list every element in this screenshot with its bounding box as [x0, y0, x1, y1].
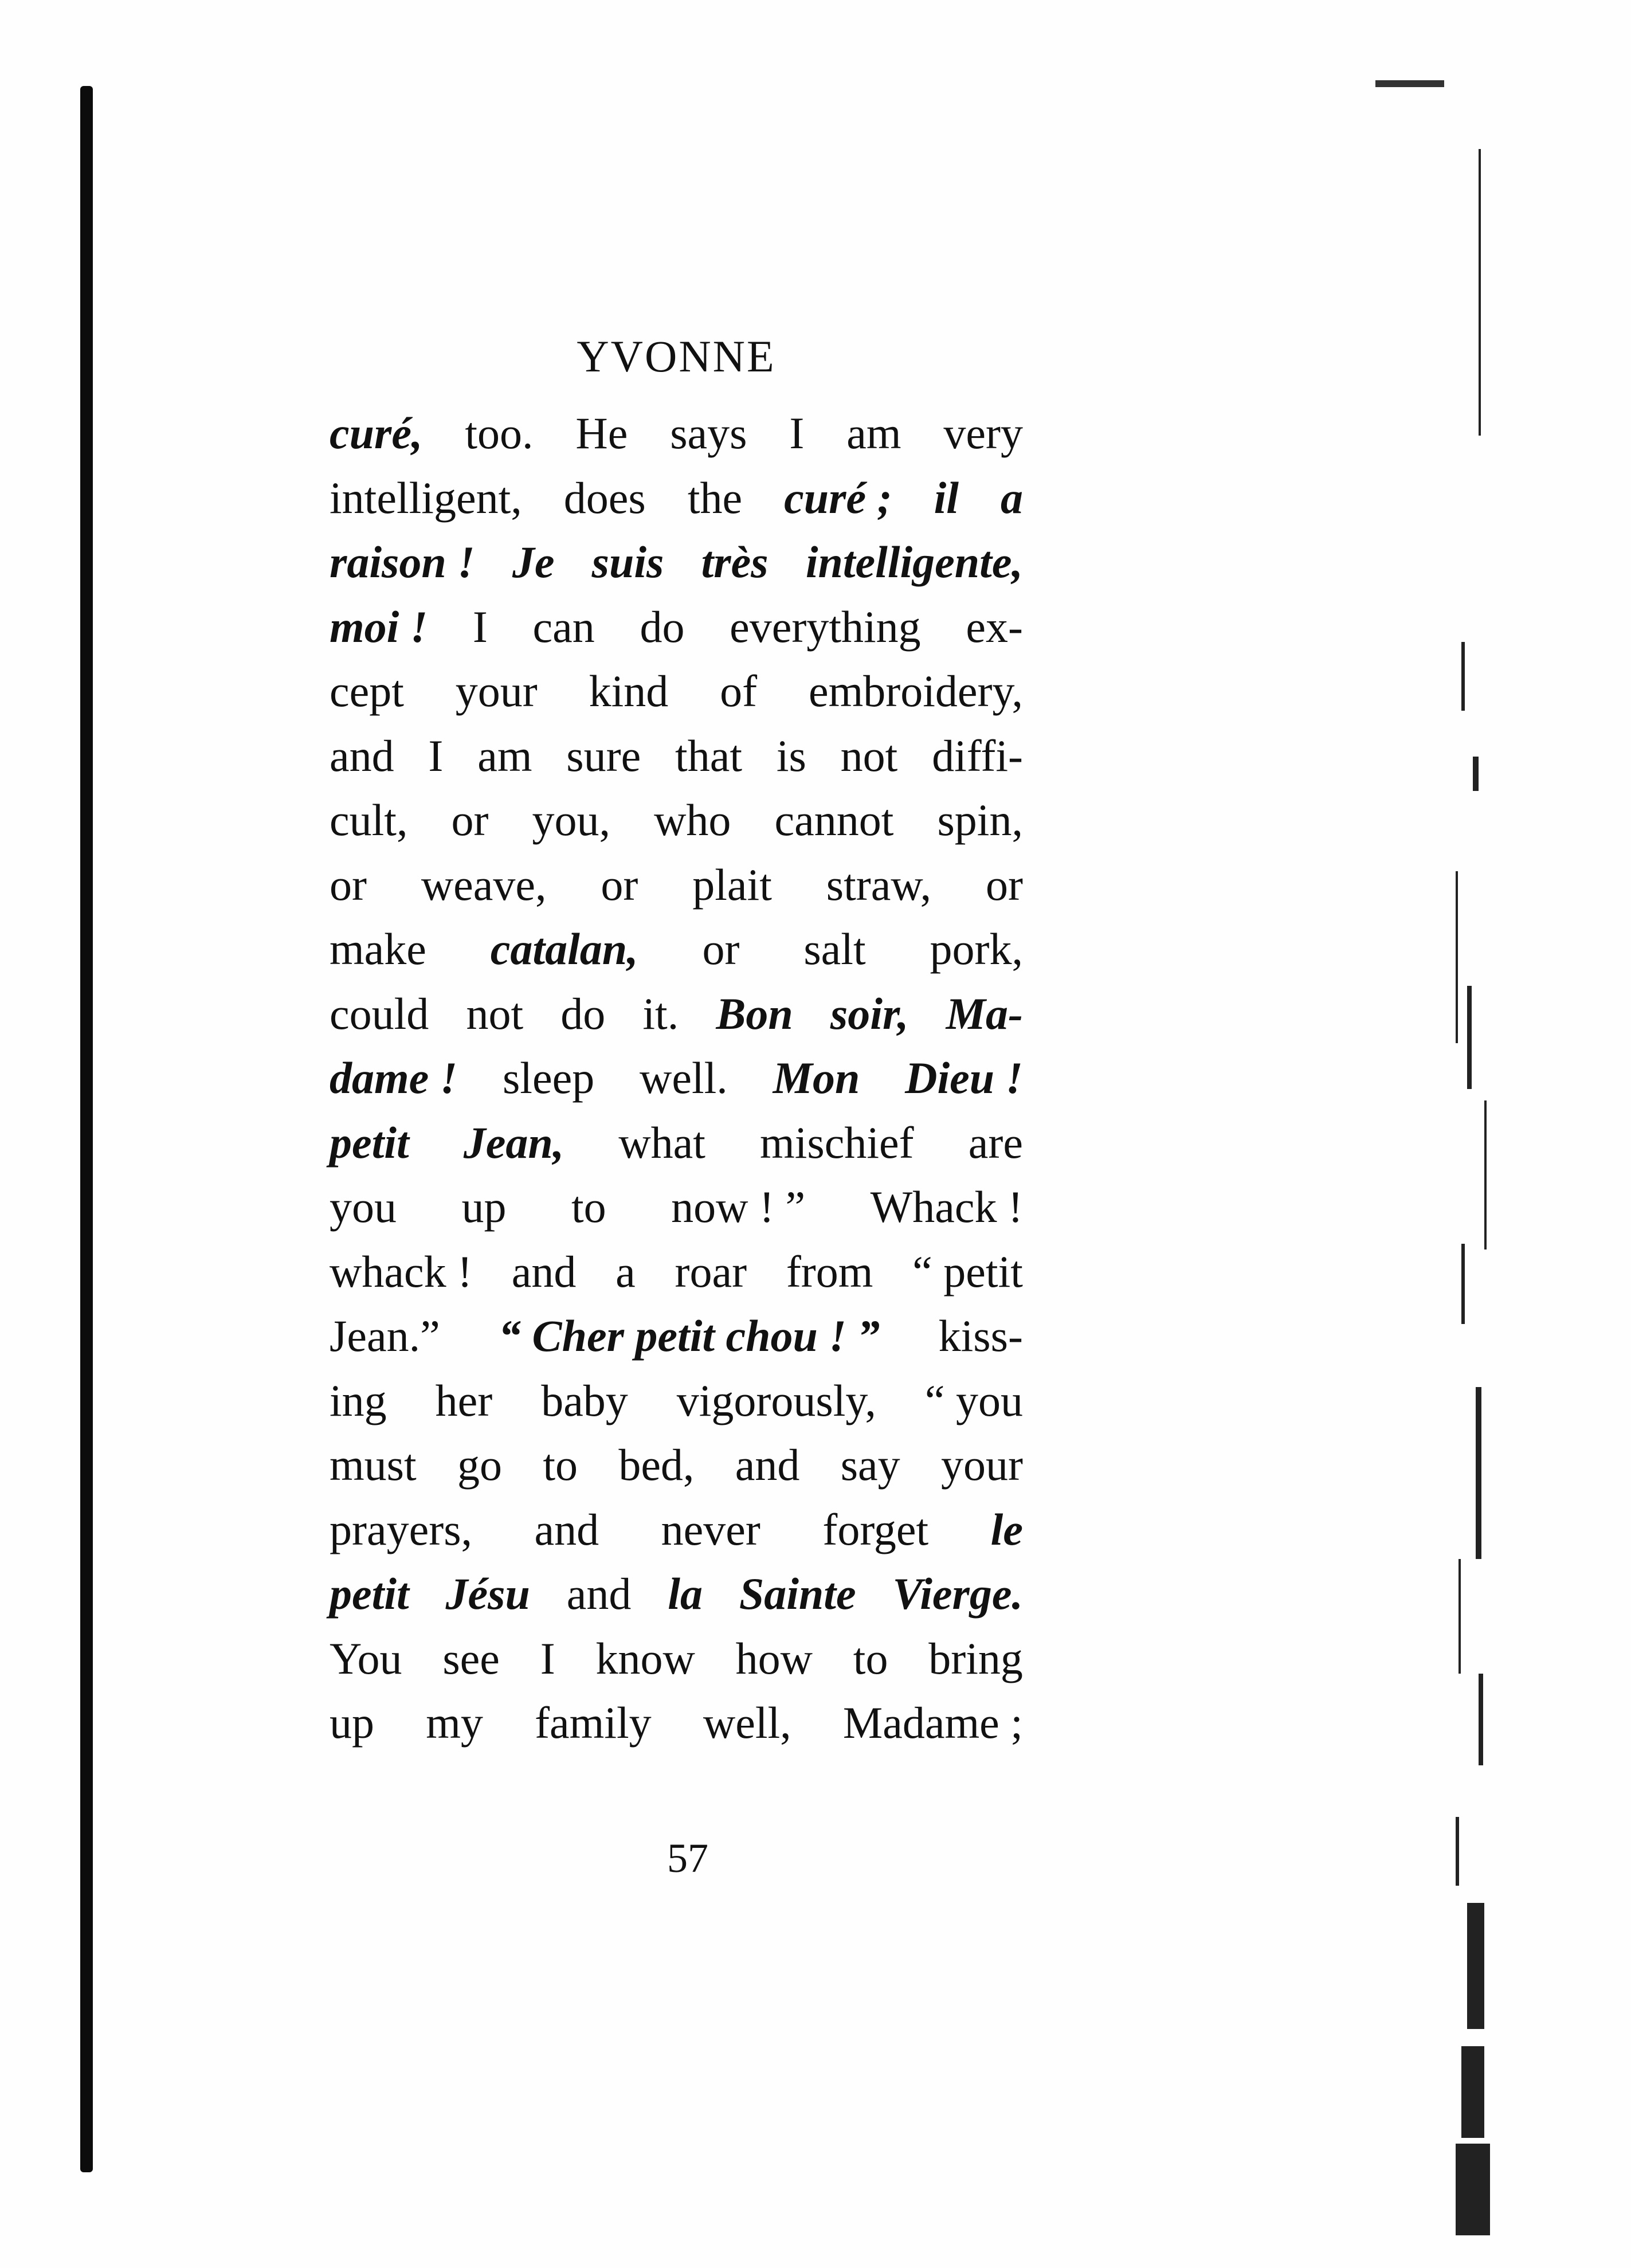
- word: well.: [640, 1053, 728, 1103]
- word: diffi-: [932, 730, 1023, 781]
- word: bring: [928, 1633, 1023, 1683]
- word: curé ;: [784, 472, 892, 523]
- word: what: [618, 1117, 705, 1168]
- word: very: [943, 408, 1023, 458]
- scan-noise-band: [1461, 1244, 1465, 1324]
- word: weave,: [421, 859, 547, 910]
- word: do: [560, 988, 606, 1039]
- word: my: [426, 1698, 483, 1748]
- text-line: [330, 1433, 1023, 1498]
- word: that: [675, 730, 743, 781]
- scan-noise-band: [1467, 1903, 1484, 2029]
- word: petit: [330, 1117, 409, 1168]
- word: “ you: [924, 1375, 1023, 1425]
- word: kiss-: [938, 1311, 1023, 1361]
- word: and: [511, 1246, 577, 1296]
- word: and: [735, 1440, 800, 1490]
- edge-scan-noise: [1444, 126, 1524, 2247]
- word: or: [330, 859, 367, 910]
- text-line: [330, 982, 1023, 1047]
- text-line: [330, 1369, 1023, 1433]
- text-line: [330, 1691, 1023, 1756]
- word: roar: [675, 1246, 747, 1296]
- word: of: [720, 666, 758, 716]
- word: to: [543, 1440, 578, 1490]
- text-line: [330, 1498, 1023, 1562]
- word: Ma-: [946, 988, 1023, 1039]
- word: her: [435, 1375, 493, 1425]
- word: Bon: [716, 988, 793, 1039]
- text-line: [330, 1111, 1023, 1176]
- word: moi !: [330, 601, 428, 652]
- word: cept: [330, 666, 404, 716]
- word: la: [668, 1569, 703, 1619]
- word: says: [670, 408, 747, 458]
- word: up: [461, 1182, 507, 1232]
- scan-noise-band: [1473, 757, 1479, 791]
- word: your: [940, 1440, 1023, 1490]
- word: bed,: [618, 1440, 695, 1490]
- scan-noise-band: [1476, 1387, 1481, 1559]
- word: He: [575, 408, 628, 458]
- word: embroidery,: [809, 666, 1023, 716]
- word: and: [330, 730, 394, 781]
- scan-noise-band: [1456, 2144, 1490, 2235]
- word: everything: [730, 601, 921, 652]
- word: could: [330, 988, 429, 1039]
- text-line: [330, 659, 1023, 724]
- word: prayers,: [330, 1504, 473, 1554]
- word: cannot: [774, 795, 894, 845]
- word: sure: [566, 730, 641, 781]
- word: am: [477, 730, 532, 781]
- word: le: [990, 1504, 1023, 1554]
- scan-noise-band: [1456, 871, 1458, 1043]
- word: a: [615, 1246, 636, 1296]
- word: kind: [589, 666, 669, 716]
- word: not: [840, 730, 898, 781]
- text-line: [330, 401, 1023, 466]
- page-number: 57: [667, 1835, 708, 1881]
- word: know: [595, 1633, 695, 1683]
- word: dame !: [330, 1053, 458, 1103]
- word: “ petit: [912, 1246, 1023, 1296]
- corner-scan-mark: [1375, 80, 1444, 87]
- word: is: [776, 730, 806, 781]
- word: Sainte: [739, 1569, 856, 1619]
- word: must: [330, 1440, 417, 1490]
- word: go: [457, 1440, 503, 1490]
- word: Je: [512, 537, 555, 587]
- word: up: [330, 1698, 374, 1748]
- word: too.: [465, 408, 534, 458]
- word: you,: [532, 795, 611, 845]
- word: I: [540, 1633, 555, 1683]
- word: vigorously,: [676, 1375, 876, 1425]
- word: I: [428, 730, 444, 781]
- text-line: [330, 1562, 1023, 1627]
- word: Jean.”: [330, 1311, 440, 1361]
- text-line: [330, 1240, 1023, 1305]
- text-line: [330, 724, 1023, 789]
- scan-noise-band: [1484, 1100, 1487, 1249]
- word: mischief: [760, 1117, 914, 1168]
- word: soir,: [830, 988, 909, 1039]
- word: or: [451, 795, 489, 845]
- text-line: [330, 1046, 1023, 1111]
- word: well,: [703, 1698, 791, 1748]
- word: petit: [330, 1569, 409, 1619]
- scan-noise-band: [1467, 986, 1472, 1089]
- text-line: [330, 1304, 1023, 1369]
- word: from: [786, 1246, 873, 1296]
- word: plait: [692, 859, 772, 910]
- scan-noise-band: [1461, 2046, 1484, 2138]
- word: suis: [591, 537, 664, 587]
- word: to: [853, 1633, 888, 1683]
- word: I: [789, 408, 805, 458]
- text-line: [330, 1175, 1023, 1240]
- text-line: [330, 917, 1023, 982]
- word: family: [535, 1698, 652, 1748]
- word: pork,: [930, 924, 1023, 974]
- text-line: [330, 530, 1023, 595]
- word: Vierge.: [892, 1569, 1023, 1619]
- word: can: [532, 601, 595, 652]
- word: salt: [803, 924, 866, 974]
- word: a: [1001, 472, 1023, 523]
- word: does: [563, 472, 646, 523]
- word: ex-: [966, 601, 1023, 652]
- word: catalan,: [490, 924, 638, 974]
- word: You: [330, 1633, 402, 1683]
- word: it.: [642, 988, 679, 1039]
- scan-noise-band: [1461, 642, 1465, 711]
- word: or: [702, 924, 740, 974]
- scan-noise-band: [1479, 149, 1481, 436]
- word: the: [687, 472, 743, 523]
- word: Madame ;: [842, 1698, 1023, 1748]
- word: il: [934, 472, 959, 523]
- word: now ! ”: [671, 1182, 806, 1232]
- word: who: [654, 795, 731, 845]
- word: Dieu !: [905, 1053, 1023, 1103]
- word: and: [534, 1504, 599, 1554]
- text-line: [330, 1627, 1023, 1691]
- word: I: [472, 601, 488, 652]
- word: Jean,: [463, 1117, 564, 1168]
- word: and: [566, 1569, 632, 1619]
- word: whack !: [330, 1246, 473, 1296]
- word: spin,: [937, 795, 1023, 845]
- word: sleep: [502, 1053, 595, 1103]
- word: do: [640, 601, 685, 652]
- word: say: [840, 1440, 900, 1490]
- word: baby: [541, 1375, 628, 1425]
- word: are: [968, 1117, 1023, 1168]
- word: raison !: [330, 537, 475, 587]
- word: see: [442, 1633, 500, 1683]
- binding-shadow: [80, 86, 93, 2172]
- word: intelligente,: [805, 537, 1023, 587]
- scan-noise-band: [1459, 1559, 1461, 1674]
- word: am: [846, 408, 901, 458]
- scan-noise-band: [1456, 1817, 1459, 1886]
- word: ing: [330, 1375, 387, 1425]
- word: Mon: [773, 1053, 860, 1103]
- word: très: [701, 537, 769, 587]
- word: intelligent,: [330, 472, 522, 523]
- word: never: [661, 1504, 760, 1554]
- word: Jésu: [445, 1569, 530, 1619]
- word: not: [466, 988, 524, 1039]
- word: curé,: [330, 408, 423, 458]
- text-line: [330, 595, 1023, 660]
- word: “ Cher petit chou ! ”: [499, 1311, 880, 1361]
- text-line: [330, 853, 1023, 918]
- word: to: [571, 1182, 606, 1232]
- word: make: [330, 924, 426, 974]
- word: or: [986, 859, 1023, 910]
- scan-noise-band: [1479, 1674, 1483, 1765]
- word: Whack !: [870, 1182, 1023, 1232]
- word: or: [601, 859, 638, 910]
- word: cult,: [330, 795, 408, 845]
- word: your: [455, 666, 538, 716]
- running-head: YVONNE: [577, 331, 776, 381]
- body-text: [330, 401, 1023, 1756]
- word: forget: [822, 1504, 929, 1554]
- text-line: [330, 466, 1023, 531]
- word: how: [735, 1633, 813, 1683]
- word: you: [330, 1182, 397, 1232]
- text-line: [330, 788, 1023, 853]
- word: straw,: [826, 859, 932, 910]
